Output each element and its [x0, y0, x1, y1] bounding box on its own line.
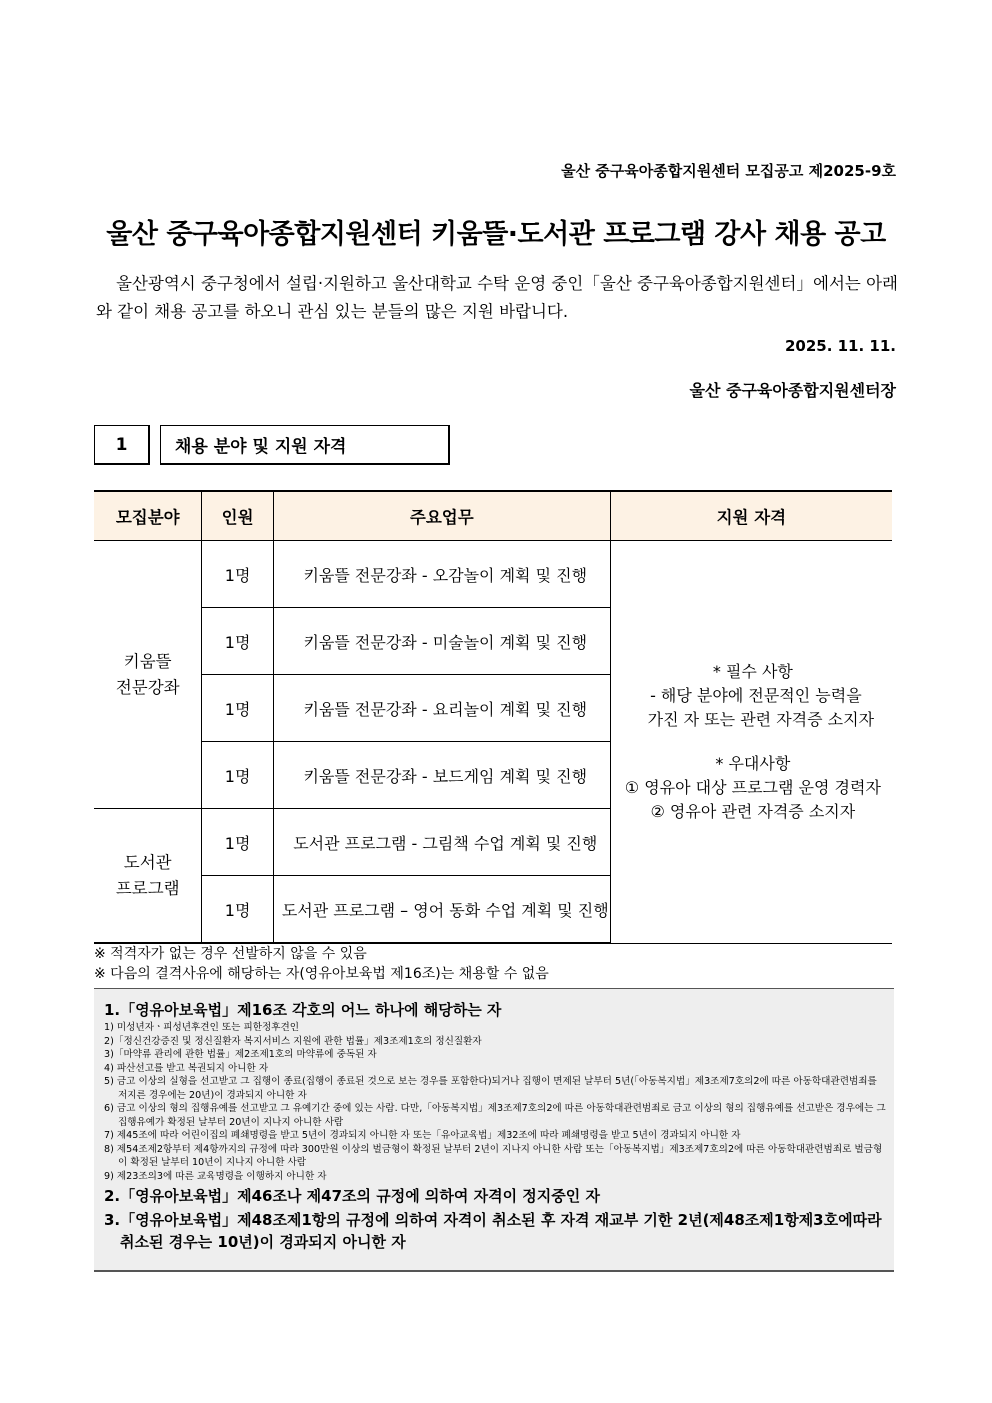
sub-item: 9) 제23조의3에 따른 교육명령을 이행하지 아니한 자	[104, 1170, 327, 1182]
header-count: 인원	[202, 491, 273, 541]
required-line-2: 가진 자 또는 관련 자격증 소지자	[647, 709, 875, 729]
sub-item: 3)「마약류 관리에 관한 법률」제2조제1호의 마약류에 중독된 자	[104, 1049, 377, 1060]
section-number: 1	[94, 425, 150, 465]
preferred-line-1: ① 영유아 대상 프로그램 운영 경력자	[624, 777, 881, 797]
sub-item: 1) 미성년자ㆍ피성년후견인 또는 피한정후견인	[104, 1022, 300, 1033]
preferred-line-2: ② 영유아 관련 자격증 소지자	[650, 801, 856, 821]
table-row	[94, 541, 892, 608]
spacer	[615, 732, 891, 752]
qualification-cell	[610, 541, 892, 944]
field-kiumtteul-line2: 전문강좌	[115, 677, 180, 697]
notice-number: 울산 중구육아종합지원센터 모집공고 제2025-9호	[561, 162, 896, 180]
disqualification-item-2: 2.「영유아보육법」제46조나 제47조의 규정에 의하여 자격이 정지중인 자	[104, 1187, 600, 1205]
sub-item: 2)「정신건강증진 및 정신질환자 복지서비스 지원에 관한 법률」제3조제1호의 정신질환자	[104, 1035, 482, 1047]
header-field: 모집분야	[94, 491, 202, 541]
notes	[94, 944, 549, 984]
field-kiumtteul	[94, 541, 202, 809]
required-line-1: - 해당 분야에 전문적인 능력을	[650, 685, 862, 705]
duty-cell: 키움뜰 전문강좌 - 요리놀이 계획 및 진행	[273, 675, 610, 742]
section-title: 채용 분야 및 지원 자격	[160, 425, 450, 465]
field-library-line2: 프로그램	[115, 878, 180, 898]
page-title: 울산 중구육아종합지원센터 키움뜰·도서관 프로그램 강사 채용 공고	[106, 219, 886, 250]
field-library	[94, 809, 202, 944]
sub-item: 5) 금고 이상의 실형을 선고받고 그 집행이 종료(집행이 종료된 것으로 보는 경우를 포함한다)되거나 집행이 면제된 날부터 5년(「아동복지법」제3조제7호의2에 따른 아동학대관련범죄를 저지른 경우에는 20년)이 경과되지 아니한 자	[104, 1076, 877, 1101]
header-qualification: 지원 자격	[610, 491, 892, 541]
note-line: ※ 적격자가 없는 경우 선발하지 않을 수 있음	[94, 946, 367, 962]
count-cell: 1명	[202, 675, 273, 742]
note-line: ※ 다음의 결격사유에 해당하는 자(영유아보육법 제16조)는 채용할 수 없음	[94, 966, 549, 982]
duty-cell: 키움뜰 전문강좌 - 미술놀이 계획 및 진행	[273, 608, 610, 675]
preferred-heading: * 우대사항	[715, 753, 791, 773]
duty-cell: 도서관 프로그램 – 영어 동화 수업 계획 및 진행	[273, 876, 610, 944]
signer: 울산 중구육아종합지원센터장	[689, 381, 896, 400]
count-cell: 1명	[202, 876, 273, 944]
sub-item: 6) 금고 이상의 형의 집행유예를 선고받고 그 유예기간 중에 있는 사람. 다만,「아동복지법」제3조제7호의2에 따른 아동학대관련범죄로 금고 이상의 형의 집행유예를 선고받은 경우에는 그 집행유예가 확정된 날부터 20년이 지나지 아니한 사람	[104, 1103, 886, 1128]
disqualification-item-1: 1.「영유아보육법」제16조 각호의 어느 하나에 해당하는 자	[104, 1001, 502, 1019]
count-cell: 1명	[202, 541, 273, 608]
count-cell: 1명	[202, 742, 273, 809]
field-library-line1: 도서관	[123, 852, 172, 872]
intro-paragraph: 울산광역시 중구청에서 설립·지원하고 울산대학교 수탁 운영 중인「울산 중구육아종합지원센터」에서는 아래와 같이 채용 공고를 하오니 관심 있는 분들의 많은 지원 바랍니다.	[96, 274, 898, 321]
duty-cell: 키움뜰 전문강좌 - 오감놀이 계획 및 진행	[273, 541, 610, 608]
duty-cell: 키움뜰 전문강좌 - 보드게임 계획 및 진행	[273, 742, 610, 809]
duty-cell: 도서관 프로그램 - 그림책 수업 계획 및 진행	[273, 809, 610, 876]
sub-item: 8) 제54조제2항부터 제4항까지의 규정에 따라 300만원 이상의 벌금형이 확정된 날부터 2년이 지나지 아니한 사람 또는「아동복지법」제3조제7호의2에 따른 아동학대관련범죄로 벌금형이 확정된 날부터 10년이 지나지 아니한 사람	[104, 1143, 883, 1168]
announcement-date: 2025. 11. 11.	[784, 337, 896, 355]
count-cell: 1명	[202, 809, 273, 876]
disqualification-item-3: 3.「영유아보육법」제48조제1항의 규정에 의하여 자격이 취소된 후 자격 재교부 기한 2년(제48조제1항제3호에따라 취소된 경우는 10년)이 경과되지 아니한 자	[104, 1211, 882, 1251]
intro-text	[96, 270, 898, 326]
recruitment-table	[94, 490, 892, 944]
header-duty: 주요업무	[273, 491, 610, 541]
disqualification-box	[94, 988, 894, 1272]
required-heading: * 필수 사항	[712, 661, 793, 681]
sub-item: 7) 제45조에 따라 어린이집의 폐쇄명령을 받고 5년이 경과되지 아니한 자 또는「유아교육법」제32조에 따라 폐쇄명령을 받고 5년이 경과되지 아니한 자	[104, 1130, 741, 1141]
count-cell: 1명	[202, 608, 273, 675]
field-kiumtteul-line1: 키움뜰	[123, 651, 172, 671]
table-header-row	[94, 491, 892, 541]
sub-item: 4) 파산선고를 받고 복권되지 아니한 자	[104, 1062, 269, 1074]
